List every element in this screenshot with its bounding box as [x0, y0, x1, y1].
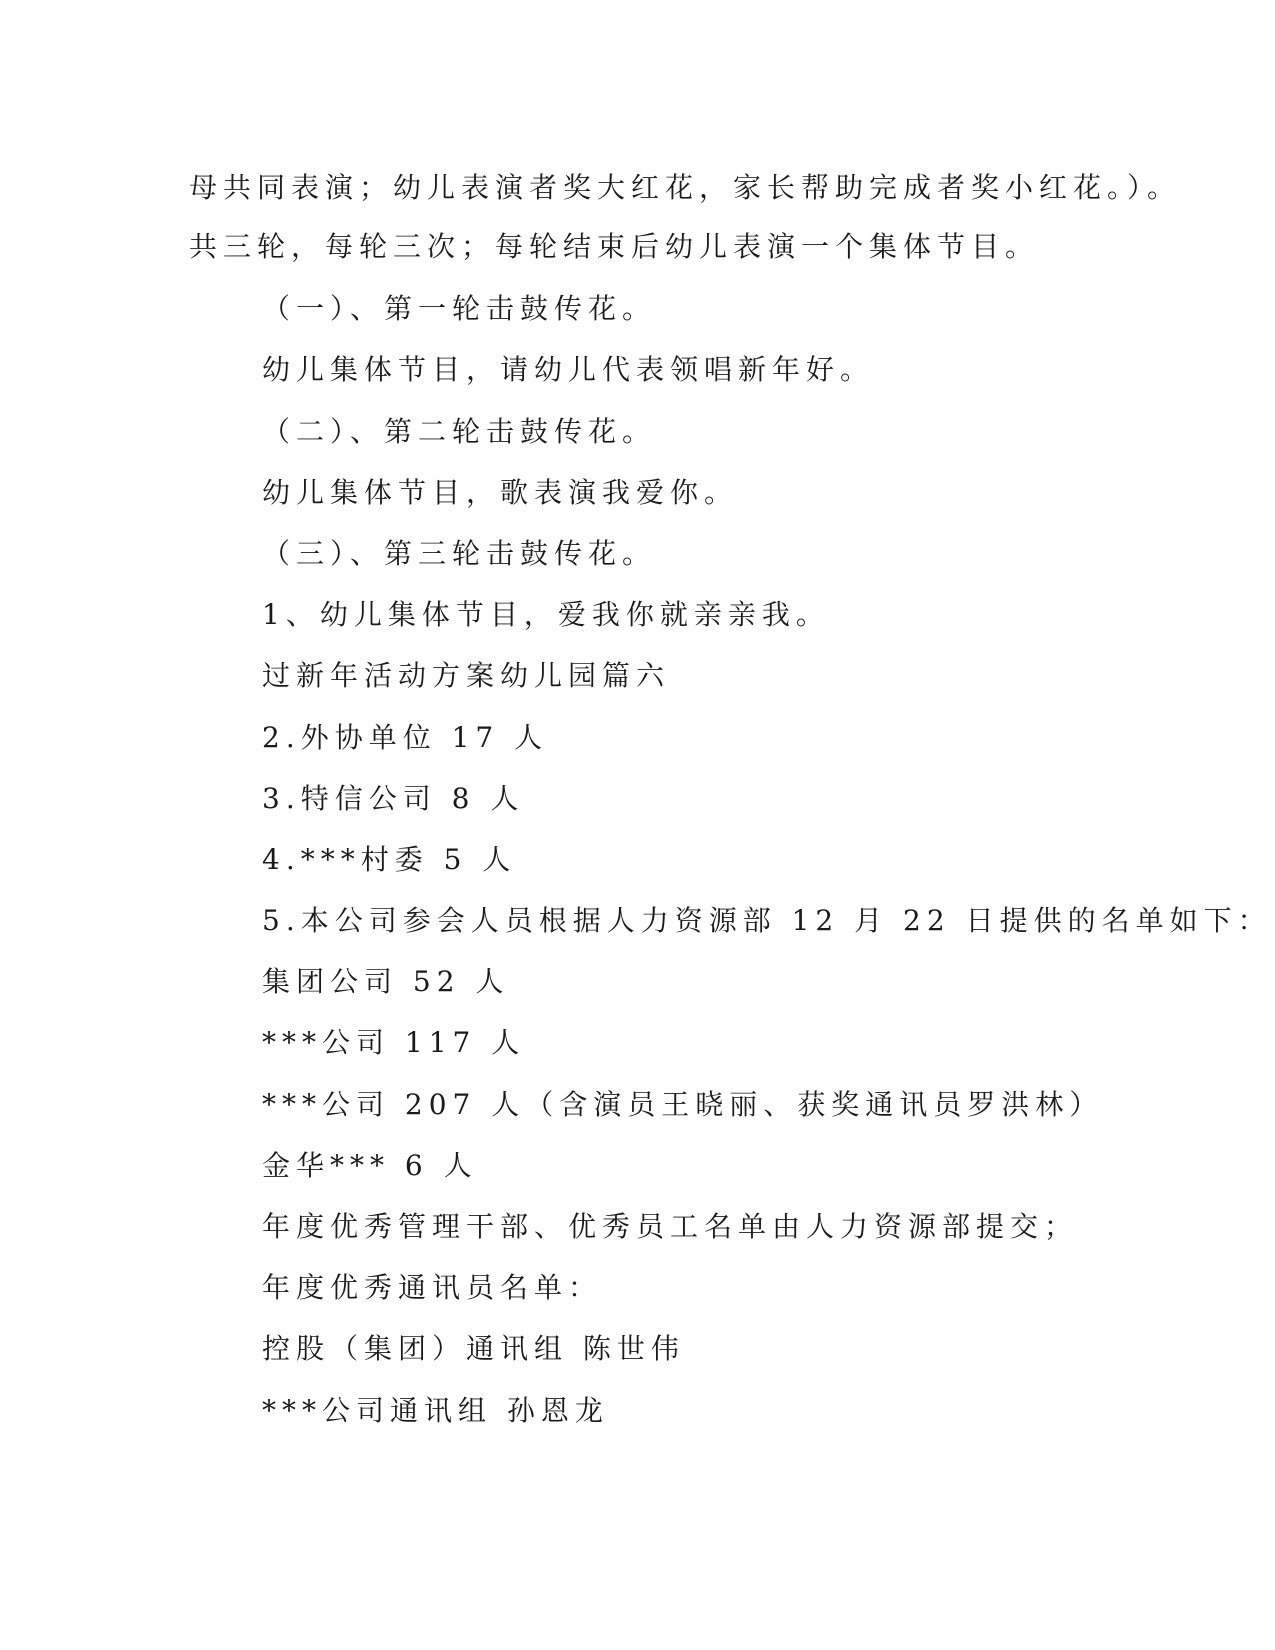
- attendee-group-line: ***公司 207 人（含演员王晓丽、获奖通讯员罗洪林）: [262, 1088, 1104, 1121]
- paragraph-rounds: 共三轮，每轮三次；每轮结束后幼儿表演一个集体节目。: [189, 230, 1040, 263]
- paragraph-award-note: 年度优秀管理干部、优秀员工名单由人力资源部提交；: [262, 1210, 1079, 1243]
- section-heading-round-3: （三）、第三轮击鼓传花。: [262, 537, 657, 570]
- list-item-program-3: 1、幼儿集体节目，爱我你就亲亲我。: [262, 598, 830, 631]
- list-item-attendees-2: 2.外协单位 17 人: [262, 721, 549, 754]
- section-title-part-6: 过新年活动方案幼儿园篇六: [262, 659, 671, 692]
- paragraph-correspondent-heading: 年度优秀通讯员名单：: [262, 1271, 603, 1304]
- attendee-group-line: 金华*** 6 人: [262, 1149, 478, 1182]
- list-item-attendees-4: 4.***村委 5 人: [262, 843, 517, 876]
- attendee-group-line: ***公司 117 人: [262, 1026, 526, 1059]
- correspondent-line: 控股（集团）通讯组 陈世伟: [262, 1332, 685, 1365]
- paragraph-program-1: 幼儿集体节目，请幼儿代表领唱新年好。: [262, 353, 875, 386]
- paragraph-program-2: 幼儿集体节目，歌表演我爱你。: [262, 476, 739, 509]
- list-item-attendees-3: 3.特信公司 8 人: [262, 782, 525, 815]
- correspondent-line: ***公司通讯组 孙恩龙: [262, 1394, 609, 1427]
- paragraph-continuation: 母共同表演；幼儿表演者奖大红花，家长帮助完成者奖小红花。）。: [189, 171, 1182, 204]
- list-item-attendees-5: 5.本公司参会人员根据人力资源部 12 月 22 日提供的名单如下：: [262, 904, 1272, 937]
- section-heading-round-2: （二）、第二轮击鼓传花。: [262, 415, 657, 448]
- section-heading-round-1: （一）、第一轮击鼓传花。: [262, 292, 657, 325]
- attendee-group-line: 集团公司 52 人: [262, 965, 510, 998]
